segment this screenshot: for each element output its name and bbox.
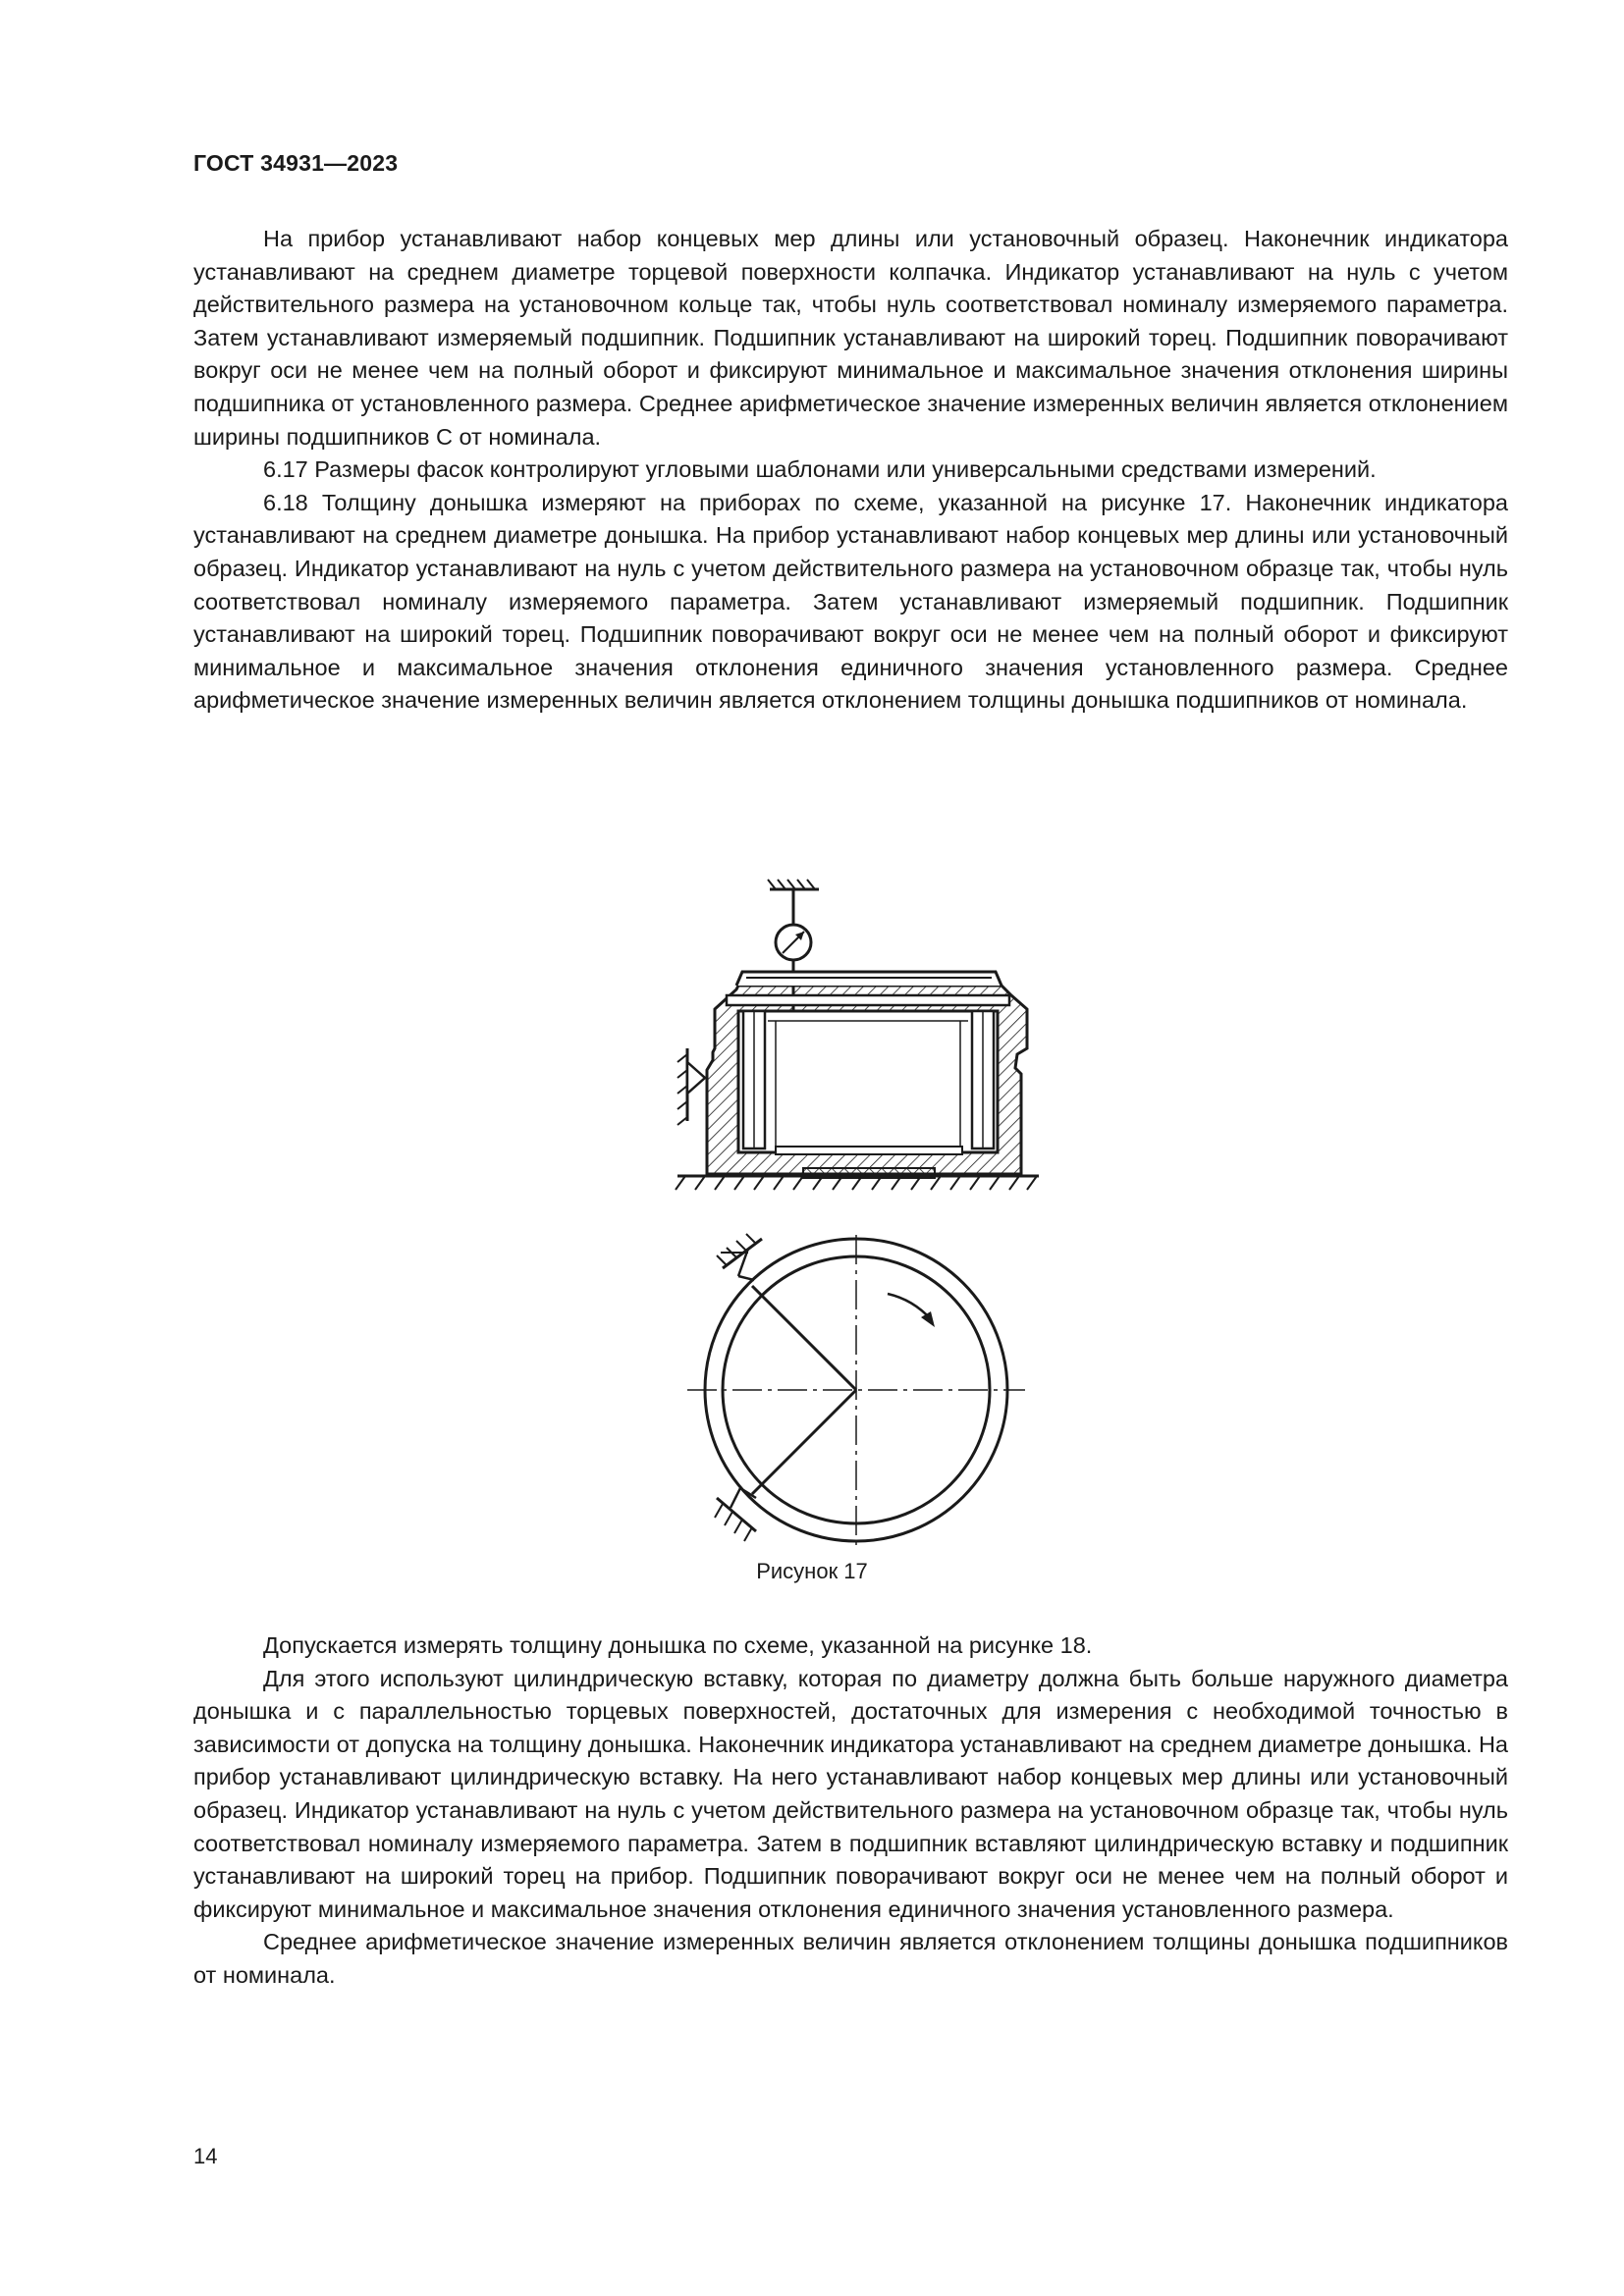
table-hatch bbox=[676, 1176, 1037, 1190]
indicator-support-icon bbox=[768, 880, 819, 925]
paragraph: Допускается измерять толщину донышка по схеме, указанной на рисунке 18. bbox=[263, 1632, 1093, 1658]
inner-ring bbox=[723, 1256, 990, 1523]
cup-body-hatched bbox=[707, 986, 1027, 1174]
paragraph: Среднее арифметическое значение измеренных величин является отклонением толщины донышка подшипников от номинала. bbox=[193, 1929, 1508, 1988]
outer-ring bbox=[705, 1239, 1007, 1541]
cup-cavity bbox=[738, 1011, 998, 1152]
paragraph: На прибор устанавливают набор концевых мер длины или установочный образец. Наконечник индикатора устанавливают на среднем диаметре торцевой поверхности колпачка. Индикатор устанавливают на нуль с учетом действительного размера на установочном кольце так, чтобы нуль соответствовал номиналу измеряемого параметра. Затем устанавливают измеряемый подшипник. Подшипник устанавливают на широкий торец. Подшипник поворачивают вокруг оси не менее чем на полный оборот и фиксируют минимальное и максимальное значения отклонения ширины подшипника от установленного размера. Среднее арифметическое значение измеренных величин является отклонением ширины подшипников С от номинала. bbox=[193, 226, 1508, 450]
bearing-plan-view bbox=[687, 1234, 1025, 1545]
paragraph: 6.17 Размеры фасок контролируют угловыми шаблонами или универсальными средствами измерений. bbox=[263, 456, 1377, 483]
roller-right bbox=[972, 1011, 994, 1148]
text-block-before-figure bbox=[193, 223, 1508, 718]
bearing-section-view bbox=[676, 880, 1039, 1190]
page-number: 14 bbox=[193, 2144, 218, 2168]
roller-left bbox=[743, 1011, 765, 1148]
paragraph: 6.18 Толщину донышка измеряют на приборах по схеме, указанной на рисунке 17. Наконечник индикатора устанавливают на среднем диаметре донышка. На прибор устанавливают набор концевых мер длины или установочный образец. Индикатор устанавливают на нуль с учетом действительного размера на установочном образце так, чтобы нуль соответствовал номиналу измеряемого параметра. Затем устанавливают измеряемый подшипник. Подшипник устанавливают на широкий торец. Подшипник поворачивают вокруг оси не менее чем на полный оборот и фиксируют минимальное и максимальное значения отклонения единичного значения установленного размера. Среднее арифметическое значение измеренных величин является отклонением толщины донышка подшипников от номинала. bbox=[193, 489, 1508, 714]
stop-upper-icon bbox=[717, 1234, 762, 1280]
figure-caption: Рисунок 17 bbox=[756, 1559, 868, 1583]
stop-lower-icon bbox=[715, 1488, 756, 1541]
rotation-arrow bbox=[888, 1294, 931, 1319]
document-code-header: ГОСТ 34931—2023 bbox=[193, 150, 399, 176]
paragraph: Для этого используют цилиндрическую вставку, которая по диаметру должна быть больше наружного диаметра донышка и с параллельностью торцевых поверхностей, достаточных для измерения с необходимой точностью в зависимости от допуска на толщину донышка. Наконечник индикатора устанавливают на среднем диаметре донышка. На прибор устанавливают цилиндрическую вставку. На него устанавливают набор концевых мер длины или установочный образец. Индикатор устанавливают на нуль с учетом действительного размера на установочном образце так, чтобы нуль соответствовал номиналу измеряемого параметра. Затем в подшипник вставляют цилиндрическую вставку и подшипник устанавливают на широкий торец на прибор. Подшипник поворачивают вокруг оси не менее чем на полный оборот и фиксируют минимальное и максимальное значения отклонения единичного значения установленного размера. bbox=[193, 1665, 1508, 1922]
side-stop-icon bbox=[677, 1048, 705, 1125]
dial-indicator-icon bbox=[776, 925, 811, 1154]
text-block-after-figure bbox=[193, 1629, 1508, 1993]
